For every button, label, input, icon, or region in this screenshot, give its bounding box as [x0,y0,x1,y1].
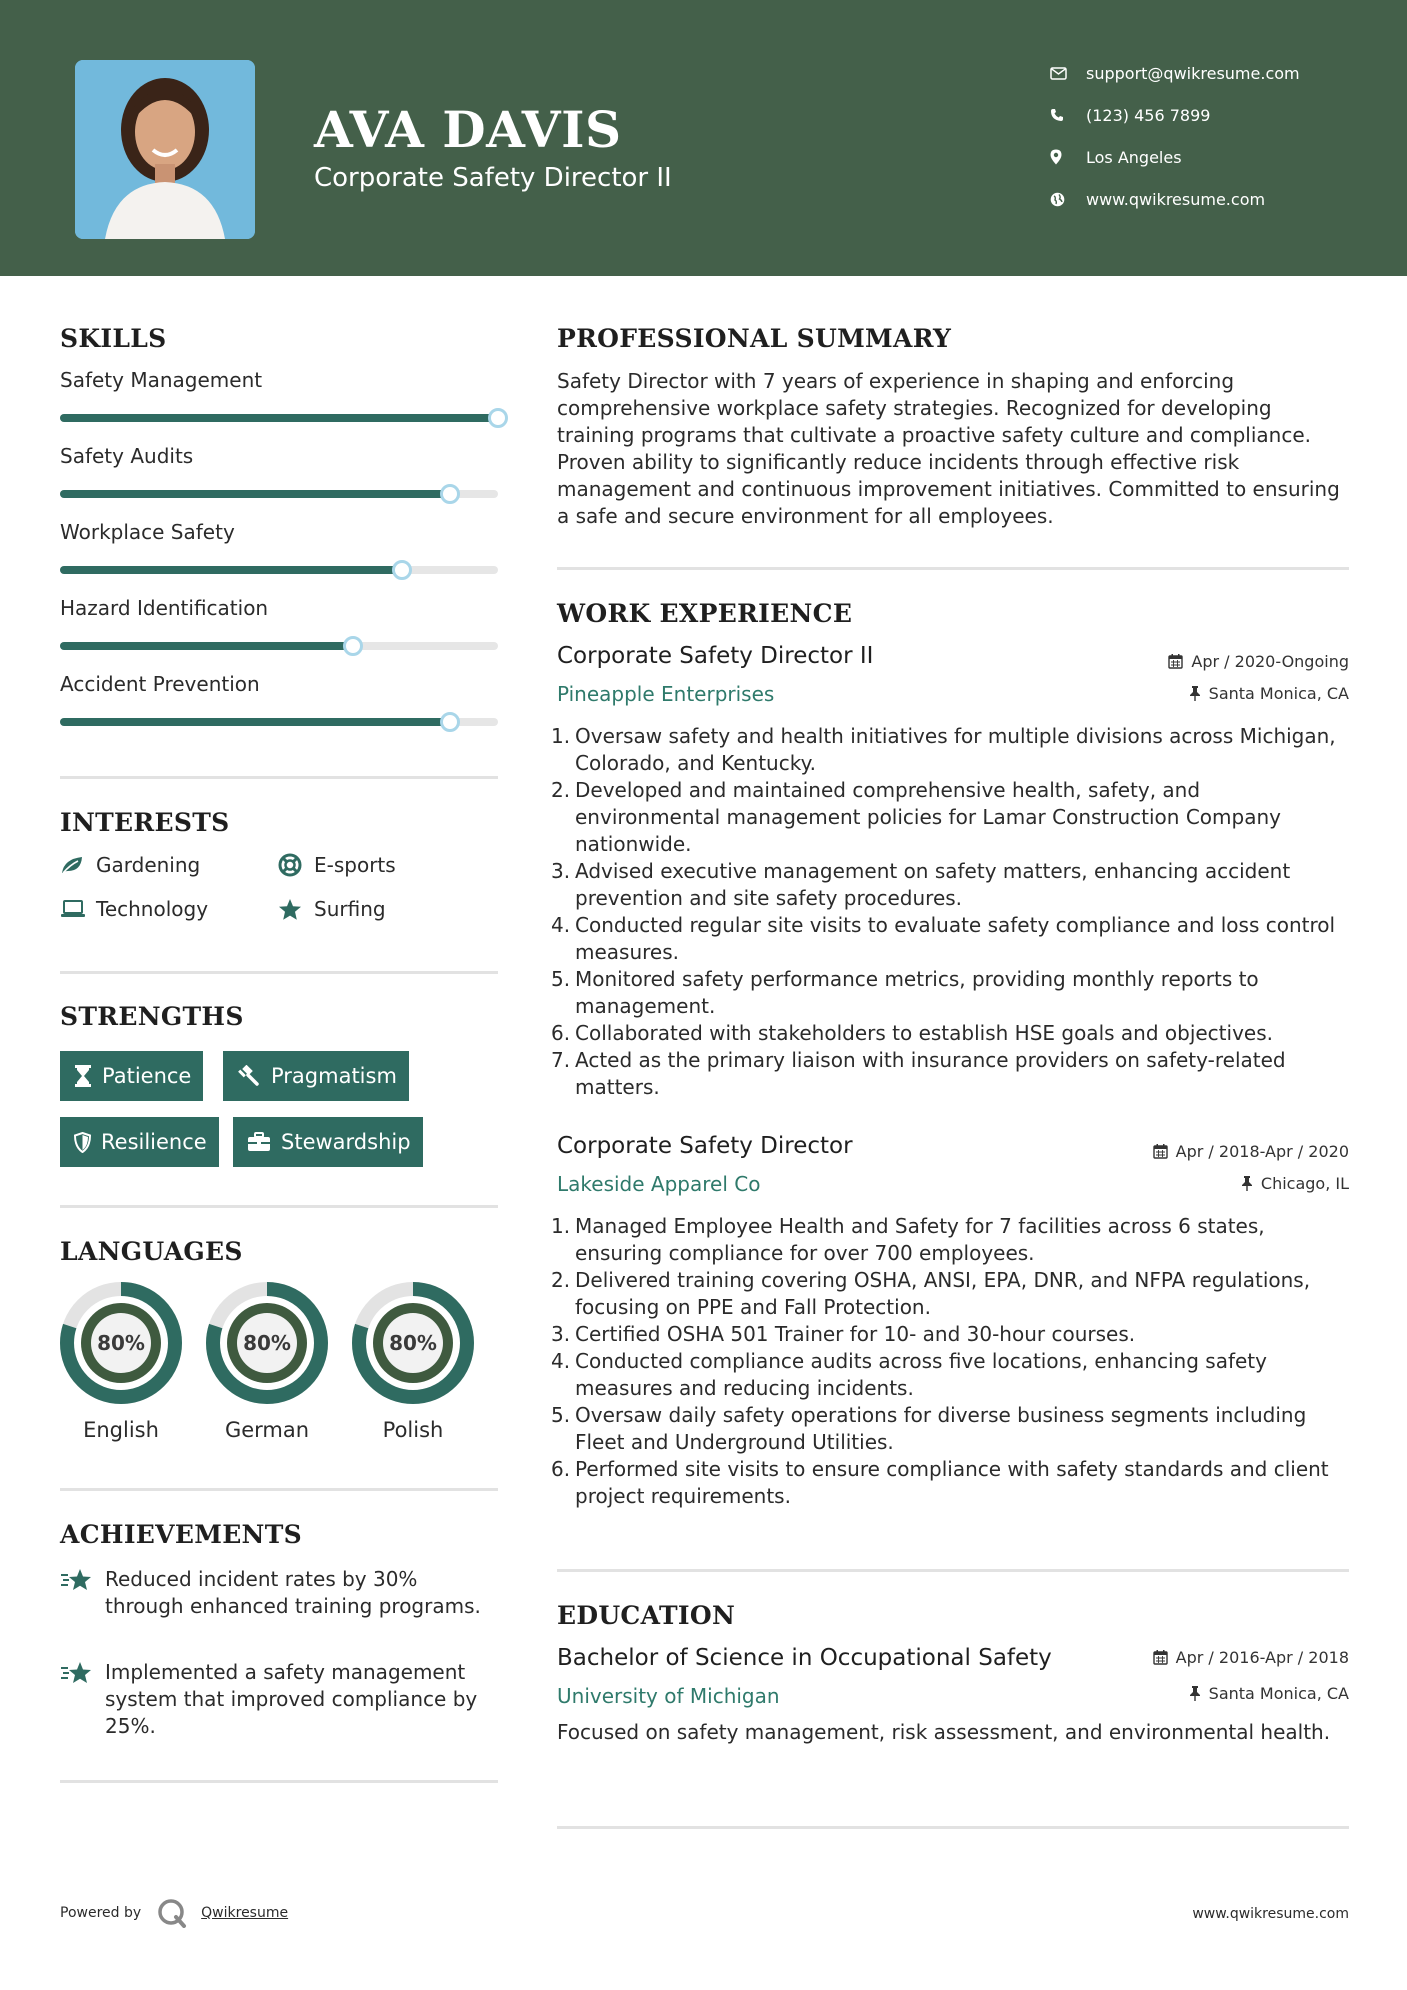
education-location: Santa Monica, CA [1189,1684,1349,1703]
star-badge-icon [60,1568,94,1598]
education-text: Focused on safety management, risk assessment, and environmental health. [557,1720,1331,1744]
language-name: German [224,1418,310,1442]
job-bullet: 1. Oversaw safety and health initiatives for multiple divisions across Michigan, Colorado, and Kentucky. [551,724,1336,775]
globe-icon [1050,192,1086,207]
section-divider [557,1569,1349,1572]
skill-label: Hazard Identification [60,596,269,620]
envelope-icon [1050,67,1086,80]
section-divider [60,971,498,974]
candidate-name: AVA DAVIS [314,100,622,159]
job-bullet: 4. Conducted regular site visits to evaluate safety compliance and loss control measures. [551,913,1336,964]
job-title: Corporate Safety Director [557,1133,853,1159]
skill-bar-fill [60,566,402,574]
phone-icon [1050,108,1086,122]
job-location: Santa Monica, CA [1189,684,1349,703]
laptop-icon [60,900,96,918]
language-ring [206,1282,328,1404]
map-pin-icon [1050,149,1086,165]
skill-bar-knob [440,712,460,732]
summary-text: Safety Director with 7 years of experience in shaping and enforcing comprehensive workplace safety strategies. Recognized for developing training programs that cultivate a proactive safety culture and compliance. Proven ability to significantly reduce incidents through effective risk management and continuous improvement initiatives. Committed to ensuring a safe and secure environment for all employees. [557,369,1340,528]
job-bullets [551,1213,1349,1510]
language-item [60,1282,182,1442]
gavel-icon [237,1065,261,1087]
job-bullet: 3. Certified OSHA 501 Trainer for 10- and 30-hour courses. [551,1322,1136,1346]
star-badge-icon [60,1661,94,1691]
qwikresume-link[interactable]: Qwikresume [201,1905,289,1921]
life-ring-icon [278,853,314,877]
calendar-icon [1153,1144,1168,1159]
interest-gardening: Gardening [60,853,200,877]
interest-esports: E-sports [278,853,396,877]
interest-technology: Technology [60,897,208,921]
job-bullets [551,723,1349,1101]
job-bullet: 5. Oversaw daily safety operations for diverse business segments including Fleet and Underground Utilities. [551,1403,1307,1454]
job-bullet: 2. Delivered training covering OSHA, ANSI, EPA, DNR, and NFPA regulations, focusing on PPE and Fall Protection. [551,1268,1311,1319]
job-bullet: 3. Advised executive management on safety matters, enhancing accident prevention and site safety procedures. [551,859,1291,910]
skill-bar-fill [60,718,450,726]
skill-bar [60,490,498,498]
strength-patience: Patience [60,1051,203,1101]
language-percent: 80% [389,1331,437,1355]
interests-title: INTERESTS [60,808,230,837]
language-name: Polish [382,1418,444,1442]
skills-title: SKILLS [60,324,167,353]
skill-bar-knob [343,636,363,656]
pushpin-icon [1241,1176,1253,1191]
job-bullet: 2. Developed and maintained comprehensive health, safety, and environmental management policies for Lamar Construction Company nationwide. [551,778,1281,856]
contact-website[interactable]: www.qwikresume.com [1050,184,1370,214]
language-percent: 80% [97,1331,145,1355]
skill-label: Accident Prevention [60,672,260,696]
job-bullet: 4. Conducted compliance audits across five locations, enhancing safety measures and reducing incidents. [551,1349,1267,1400]
company-name: Lakeside Apparel Co [557,1172,761,1196]
languages-title: LANGUAGES [60,1237,243,1266]
skill-bar-knob [392,560,412,580]
skill-label: Safety Audits [60,444,194,468]
section-divider [60,1780,498,1783]
skill-bar-fill [60,490,450,498]
education-title: EDUCATION [557,1601,736,1630]
achievement-text: Implemented a safety management system that improved compliance by 25%. [105,1660,478,1738]
language-item [352,1282,474,1442]
skill-bar-fill [60,414,498,422]
company-name: Pineapple Enterprises [557,682,775,706]
qwikresume-logo-icon [157,1898,187,1928]
shield-icon [74,1132,91,1153]
skill-bar [60,414,498,422]
job-bullet: 1. Managed Employee Health and Safety for 7 facilities across 6 states, ensuring compliance for over 700 employees. [551,1214,1265,1265]
summary-title: PROFESSIONAL SUMMARY [557,324,952,353]
footer-website[interactable]: www.qwikresume.com [1192,1906,1349,1922]
calendar-icon [1153,1650,1168,1665]
language-percent: 80% [243,1331,291,1355]
skill-label: Workplace Safety [60,520,235,544]
resume-header [0,0,1407,276]
achievement-text: Reduced incident rates by 30% through enhanced training programs. [105,1567,481,1618]
hourglass-icon [74,1065,92,1087]
experience-title: WORK EXPERIENCE [557,599,853,628]
language-item [206,1282,328,1442]
strength-pragmatism: Pragmatism [223,1051,409,1101]
pushpin-icon [1189,1686,1201,1701]
interest-surfing: Surfing [278,897,386,921]
briefcase-icon [247,1132,271,1152]
strengths-title: STRENGTHS [60,1002,244,1031]
section-divider [60,776,498,779]
job-title: Corporate Safety Director II [557,643,874,669]
pushpin-icon [1189,686,1201,701]
job-dates: Apr / 2018-Apr / 2020 [1153,1142,1349,1161]
skill-bar [60,642,498,650]
job-bullet: 7. Acted as the primary liaison with insurance providers on safety-related matters. [551,1048,1286,1099]
language-name: English [83,1418,159,1442]
section-divider [60,1205,498,1208]
job-bullet: 6. Collaborated with stakeholders to establish HSE goals and objectives. [551,1021,1273,1045]
footer-powered-by: Powered by Qwikresume [60,1898,288,1928]
skill-bar [60,718,498,726]
skill-bar [60,566,498,574]
achievements-title: ACHIEVEMENTS [60,1520,302,1549]
strength-stewardship: Stewardship [233,1117,423,1167]
candidate-role: Corporate Safety Director II [314,163,672,193]
language-ring [60,1282,182,1404]
job-dates: Apr / 2020-Ongoing [1168,652,1349,671]
skill-label: Safety Management [60,368,263,392]
strength-resilience: Resilience [60,1117,219,1167]
contact-location: Los Angeles [1050,142,1370,172]
job-location: Chicago, IL [1241,1174,1349,1193]
degree-title: Bachelor of Science in Occupational Safety [557,1645,1052,1671]
job-bullet: 5. Monitored safety performance metrics, providing monthly reports to management. [551,967,1259,1018]
education-dates: Apr / 2016-Apr / 2018 [1153,1648,1349,1667]
skill-bar-fill [60,642,353,650]
contact-email[interactable]: support@qwikresume.com [1050,58,1370,88]
star-icon [278,898,314,921]
profile-photo [75,60,255,239]
skill-bar-knob [488,408,508,428]
job-bullet: 6. Performed site visits to ensure compliance with safety standards and client project requirements. [551,1457,1329,1508]
calendar-icon [1168,654,1183,669]
skill-bar-knob [440,484,460,504]
contact-phone[interactable]: (123) 456 7899 [1050,100,1370,130]
section-divider [60,1488,498,1491]
section-divider [557,567,1349,570]
school-name: University of Michigan [557,1684,780,1708]
section-divider [557,1826,1349,1829]
language-ring [352,1282,474,1404]
leaf-icon [60,855,96,875]
